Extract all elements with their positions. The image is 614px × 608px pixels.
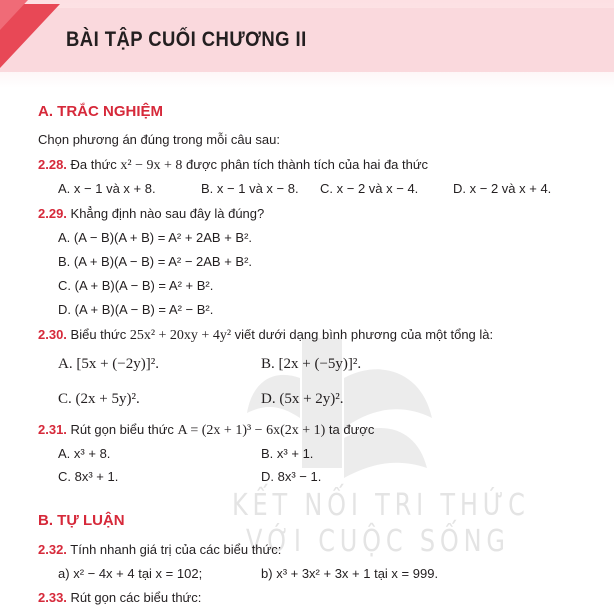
question-text: Rút gọn các biểu thức:	[66, 590, 202, 605]
option-d[interactable]: D. (5x + 2y)².	[261, 391, 344, 407]
question-2-32	[38, 542, 281, 557]
option-c[interactable]: C. (A + B)(A − B) = A² + B².	[58, 278, 214, 293]
option-b[interactable]: B. x³ + 1.	[261, 446, 314, 461]
option-b[interactable]: B. [2x + (−5y)]².	[261, 356, 362, 372]
question-text: Khẳng định nào sau đây là đúng?	[66, 206, 265, 221]
option-c[interactable]: C. x − 2 và x − 4.	[320, 181, 419, 196]
option-a[interactable]: A. x³ + 8.	[58, 446, 111, 461]
question-number: 2.28.	[38, 157, 67, 172]
question-text: Tính nhanh giá trị của các biểu thức:	[66, 542, 282, 557]
option-a[interactable]: A. (A − B)(A + B) = A² + 2AB + B².	[58, 230, 253, 245]
header-banner	[0, 0, 614, 88]
question-number: 2.31.	[38, 422, 67, 437]
option-d[interactable]: D. 8x³ − 1.	[261, 469, 322, 484]
section-a-instruction: Chọn phương án đúng trong mỗi câu sau:	[38, 132, 280, 147]
section-b-heading: B. TỰ LUẬN	[38, 512, 125, 529]
question-text: Biểu thức	[66, 327, 130, 342]
question-expression: x² − 9x + 8	[120, 158, 183, 173]
option-a[interactable]: A. x − 1 và x + 8.	[58, 181, 156, 196]
chapter-title: BÀI TẬP CUỐI CHƯƠNG II	[66, 28, 307, 51]
option-d[interactable]: D. x − 2 và x + 4.	[453, 181, 552, 196]
option-a[interactable]: A. [5x + (−2y)]².	[58, 356, 159, 372]
option-c[interactable]: C. 8x³ + 1.	[58, 469, 119, 484]
banner-corner-accent-small	[0, 0, 28, 30]
question-number: 2.29.	[38, 206, 67, 221]
option-c[interactable]: C. (2x + 5y)².	[58, 391, 140, 407]
question-expression: 25x² + 20xy + 4y²	[129, 328, 232, 343]
question-text: Rút gọn biểu thức	[66, 422, 178, 437]
question-2-29	[38, 206, 264, 221]
watermark-text-line1: KẾT NỐI TRI THỨC	[232, 488, 530, 523]
question-2-31	[38, 422, 374, 439]
question-text: viết dưới dạng bình phương của một tổng là:	[231, 327, 494, 342]
question-2-28	[38, 157, 428, 174]
option-b[interactable]: B. x − 1 và x − 8.	[201, 181, 299, 196]
question-text: ta được	[325, 422, 375, 437]
question-number: 2.32.	[38, 542, 67, 557]
option-b[interactable]: B. (A + B)(A − B) = A² − 2AB + B².	[58, 254, 253, 269]
question-text: được phân tích thành tích của hai đa thức	[182, 157, 429, 172]
option-d[interactable]: D. (A + B)(A − B) = A² − B².	[58, 302, 214, 317]
part-a: a) x² − 4x + 4 tại x = 102;	[58, 566, 203, 581]
question-2-33	[38, 590, 201, 605]
question-2-30	[38, 327, 493, 344]
watermark-text-line2: VỚI CUỘC SỐNG	[246, 524, 510, 559]
question-text: Đa thức	[66, 157, 121, 172]
question-expression: A = (2x + 1)³ − 6x(2x + 1)	[177, 423, 326, 438]
section-a-heading: A. TRẮC NGHIỆM	[38, 103, 163, 120]
part-b: b) x³ + 3x² + 3x + 1 tại x = 999.	[261, 566, 439, 581]
question-number: 2.30.	[38, 327, 67, 342]
question-number: 2.33.	[38, 590, 67, 605]
